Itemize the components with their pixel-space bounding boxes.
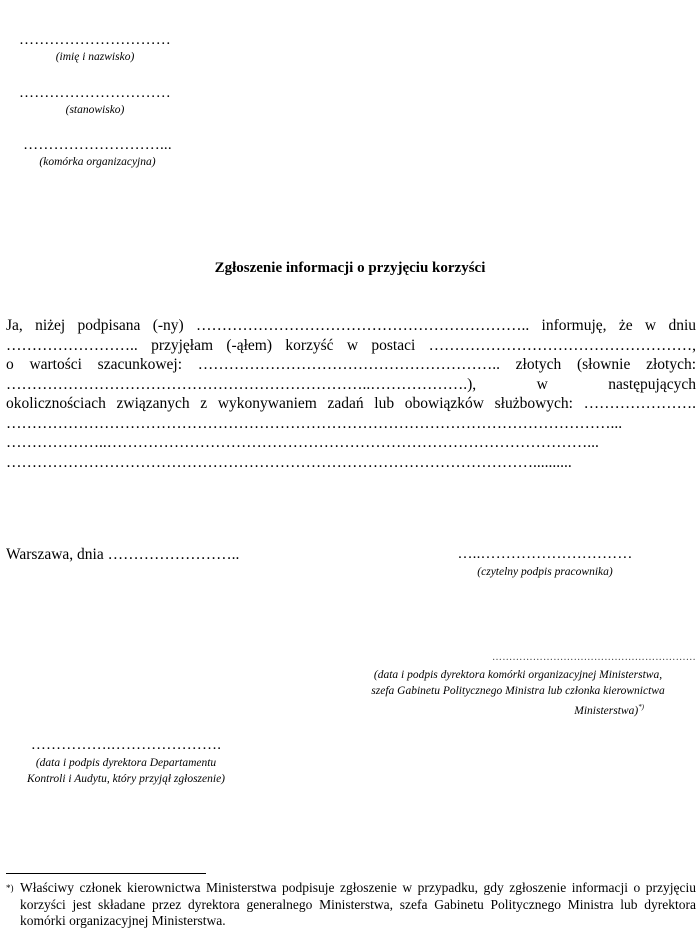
audit-caption-1: (data i podpis dyrektora Departamentu	[35, 757, 217, 769]
audit-dots: …………….………………….	[30, 737, 222, 753]
body-line-4: ……………………………………………………………..……………….), w następujących	[6, 375, 696, 393]
body-line-8: …………………………………………………………………………………………..........	[6, 453, 572, 471]
document-title: Zgłoszenie informacji o przyjęciu korzyści	[214, 260, 486, 276]
unit-field	[0, 137, 195, 168]
director-dots: ……………………………………………………	[492, 652, 696, 663]
position-field	[0, 85, 190, 116]
body-line-2: …………………….. przyjęłam (-ąłem) korzyść w postaci ……………………………………………,	[6, 336, 696, 354]
body-line-7: ………………..…………………………………………………………………………………...	[6, 434, 599, 451]
body-line-3: o wartości szacunkowej: ………………………………………………….. złotych (słownie złotych:	[6, 356, 696, 373]
employee-caption: (czytelny podpis pracownika)	[477, 566, 613, 578]
name-dots: …………………………	[19, 32, 171, 48]
audit-signature	[0, 737, 252, 787]
position-caption: (stanowisko)	[65, 104, 125, 116]
director-caption-3: Ministerstwa)	[574, 704, 639, 717]
employee-signature	[430, 546, 660, 578]
director-caption-1: (data i podpis dyrektora komórki organizacyjnej Ministerstwa,	[373, 669, 663, 681]
footnote	[6, 880, 696, 930]
name-field	[0, 32, 190, 63]
director-signature	[340, 652, 696, 719]
city-date: Warszawa, dnia ……………………..	[6, 546, 240, 563]
footnote-text: Właściwy członek kierownictwa Ministerstwa podpisuje zgłoszenie w przypadku, gdy zgłoszenie informacji o przyjęciu korzyści jest składane przez dyrektora generalnego Ministerstwa, szefa Gabinetu Politycznego Ministra lub dyrektora komórki organizacyjnej Ministerstwa.	[20, 880, 696, 928]
footnote-mark: *)	[6, 883, 14, 893]
declaration-body	[6, 316, 696, 472]
position-dots: …………………………	[19, 85, 171, 101]
audit-caption-2: Kontroli i Audytu, który przyjął zgłoszenie)	[26, 773, 226, 785]
unit-caption: (komórka organizacyjna)	[39, 156, 156, 168]
director-caption-2: szefa Gabinetu Politycznego Ministra lub członka kierownictwa	[371, 685, 665, 697]
footnote-separator	[6, 873, 206, 874]
director-caption-3-row	[340, 699, 696, 719]
body-line-1: Ja, niżej podpisana (-ny) ……………………………………………………….. informuję, że w dniu	[6, 317, 696, 334]
employee-dots: …..…………………………	[457, 546, 633, 562]
body-line-5: okolicznościach związanych z wykonywaniem zadań lub obowiązków służbowych: ………………….	[6, 395, 696, 412]
body-line-6: ………………………………………………………………………………………………………...	[6, 414, 623, 432]
director-footnote-mark: *)	[638, 703, 644, 711]
name-caption: (imię i nazwisko)	[55, 51, 135, 63]
unit-dots: ………………………...	[23, 137, 172, 153]
